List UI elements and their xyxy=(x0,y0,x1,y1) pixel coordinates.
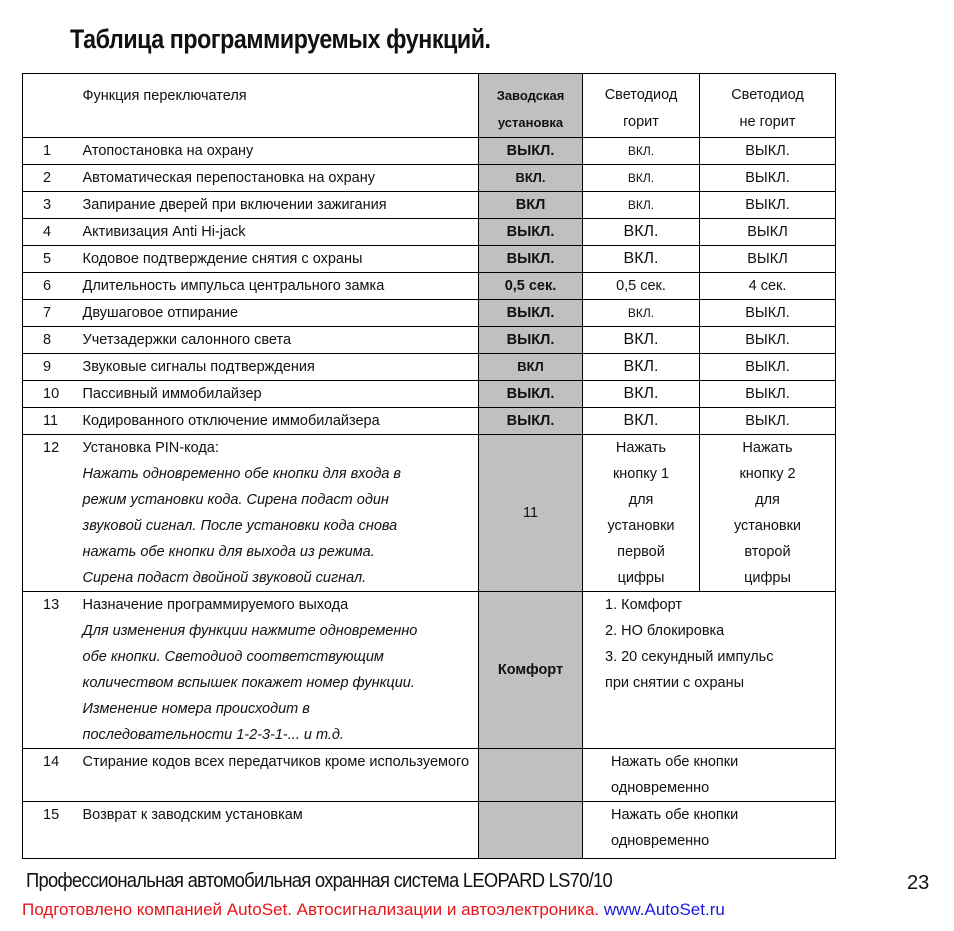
function-note: Для изменения функции нажмите одновременно обе кнопки. Светодиод соответствующим количеством вспышек покажет номер функции. Изменение номера происходит в последовательности 1-2-3-1-... и т.д. xyxy=(82,623,418,743)
led-on-value: Нажать кнопку 1 для установки первой цифры xyxy=(583,435,700,592)
row-number: 8 xyxy=(23,327,79,354)
led-off-value: ВЫКЛ. xyxy=(700,354,836,381)
led-on-value: ВКЛ. xyxy=(583,327,700,354)
led-on-value: ВКЛ. xyxy=(583,192,700,219)
function-name: Длительность импульса центрального замка xyxy=(79,273,479,300)
factory-value: ВЫКЛ. xyxy=(479,408,583,435)
led-on-value: ВКЛ. xyxy=(583,246,700,273)
table-row-14 xyxy=(23,749,836,802)
credit-text: Подготовлено компанией AutoSet. Автосигнализации и автоэлектроника. xyxy=(22,900,604,919)
footer-text: Профессиональная автомобильная охранная система LEOPARD LS70/10 xyxy=(26,870,613,892)
led-on-value: ВКЛ. xyxy=(583,219,700,246)
function-name: Запирание дверей при включении зажигания xyxy=(79,192,479,219)
factory-value: ВКЛ xyxy=(479,354,583,381)
function-name: Возврат к заводским установкам xyxy=(79,802,479,859)
led-on-value: 0,5 сек. xyxy=(583,273,700,300)
page-number: 23 xyxy=(907,872,930,894)
row-number: 6 xyxy=(23,273,79,300)
led-on-value: ВКЛ. xyxy=(583,300,700,327)
led-off-value: ВЫКЛ. xyxy=(700,192,836,219)
table-row-15 xyxy=(23,802,836,859)
table-header-row xyxy=(23,74,836,138)
action-value: Нажать обе кнопки одновременно xyxy=(583,802,836,859)
function-name: Звуковые сигналы подтверждения xyxy=(79,354,479,381)
row-number: 11 xyxy=(23,408,79,435)
row-number: 7 xyxy=(23,300,79,327)
led-off-value: ВЫКЛ. xyxy=(700,327,836,354)
output-options: 1. Комфорт 2. НО блокировка 3. 20 секундный импульс при снятии с охраны xyxy=(583,592,836,749)
table-row xyxy=(23,273,836,300)
table-row xyxy=(23,381,836,408)
function-name: Пассивный иммобилайзер xyxy=(79,381,479,408)
row-number: 3 xyxy=(23,192,79,219)
function-name: Стирание кодов всех передатчиков кроме используемого xyxy=(79,749,479,802)
table-row-12 xyxy=(23,435,836,592)
autoset-link[interactable]: www.AutoSet.ru xyxy=(603,900,725,919)
row-number: 5 xyxy=(23,246,79,273)
action-value: Нажать обе кнопки одновременно xyxy=(583,749,836,802)
factory-value: ВЫКЛ. xyxy=(479,246,583,273)
row-number: 1 xyxy=(23,138,79,165)
table-row xyxy=(23,300,836,327)
table-row xyxy=(23,192,836,219)
factory-value: 11 xyxy=(479,435,583,592)
functions-table xyxy=(22,73,836,859)
table-row xyxy=(23,327,836,354)
function-name: Автоматическая перепостановка на охрану xyxy=(79,165,479,192)
function-name: Установка PIN-кода: xyxy=(82,440,219,456)
led-on-value: ВКЛ. xyxy=(583,354,700,381)
header-led-on: Светодиод горит xyxy=(583,74,700,138)
led-off-value: ВЫКЛ xyxy=(700,246,836,273)
factory-value: 0,5 сек. xyxy=(479,273,583,300)
led-on-value: ВКЛ. xyxy=(583,165,700,192)
table-row xyxy=(23,219,836,246)
table-row xyxy=(23,138,836,165)
factory-value: ВЫКЛ. xyxy=(479,300,583,327)
function-name: Атопостановка на охрану xyxy=(79,138,479,165)
row-number: 9 xyxy=(23,354,79,381)
function-name: Кодовое подтверждение снятия с охраны xyxy=(79,246,479,273)
header-function: Функция переключателя xyxy=(79,74,479,138)
function-name: Активизация Anti Hi-jack xyxy=(79,219,479,246)
led-off-value: ВЫКЛ. xyxy=(700,138,836,165)
factory-value: ВКЛ xyxy=(479,192,583,219)
row-number: 4 xyxy=(23,219,79,246)
row-number: 2 xyxy=(23,165,79,192)
table-row xyxy=(23,246,836,273)
factory-value: Комфорт xyxy=(479,592,583,749)
table-row xyxy=(23,354,836,381)
function-name: Кодированного отключение иммобилайзера xyxy=(79,408,479,435)
led-on-value: ВКЛ. xyxy=(583,408,700,435)
function-note: Нажать одновременно обе кнопки для входа в режим установки кода. Сирена подаст один звуковой сигнал. После установки кода снова нажать обе кнопки для выхода из режима. Сирена подаст двойной звуковой сигнал. xyxy=(82,466,402,586)
led-on-value: ВКЛ. xyxy=(583,381,700,408)
led-off-value: 4 сек. xyxy=(700,273,836,300)
header-factory: Заводская установка xyxy=(479,74,583,138)
row-number: 10 xyxy=(23,381,79,408)
factory-value: ВЫКЛ. xyxy=(479,219,583,246)
table-row xyxy=(23,408,836,435)
led-on-value: ВКЛ. xyxy=(583,138,700,165)
function-name: Назначение программируемого выхода xyxy=(82,597,349,613)
table-row xyxy=(23,165,836,192)
function-name: Учетзадержки салонного света xyxy=(79,327,479,354)
led-off-value: ВЫКЛ. xyxy=(700,408,836,435)
page-title: Таблица программируемых функций. xyxy=(70,24,491,54)
factory-value: ВКЛ. xyxy=(479,165,583,192)
factory-value: ВЫКЛ. xyxy=(479,381,583,408)
row-number: 14 xyxy=(23,749,79,802)
row-number: 13 xyxy=(23,592,79,749)
led-off-value: ВЫКЛ. xyxy=(700,381,836,408)
led-off-value: ВЫКЛ xyxy=(700,219,836,246)
row-number: 15 xyxy=(23,802,79,859)
header-led-off: Светодиод не горит xyxy=(700,74,836,138)
factory-value: ВЫКЛ. xyxy=(479,138,583,165)
credit-line xyxy=(22,900,725,920)
led-off-value: ВЫКЛ. xyxy=(700,300,836,327)
row-number: 12 xyxy=(23,435,79,592)
function-name: Двушаговое отпирание xyxy=(79,300,479,327)
table-row-13 xyxy=(23,592,836,749)
led-off-value: Нажать кнопку 2 для установки второй цифры xyxy=(700,435,836,592)
factory-value: ВЫКЛ. xyxy=(479,327,583,354)
led-off-value: ВЫКЛ. xyxy=(700,165,836,192)
